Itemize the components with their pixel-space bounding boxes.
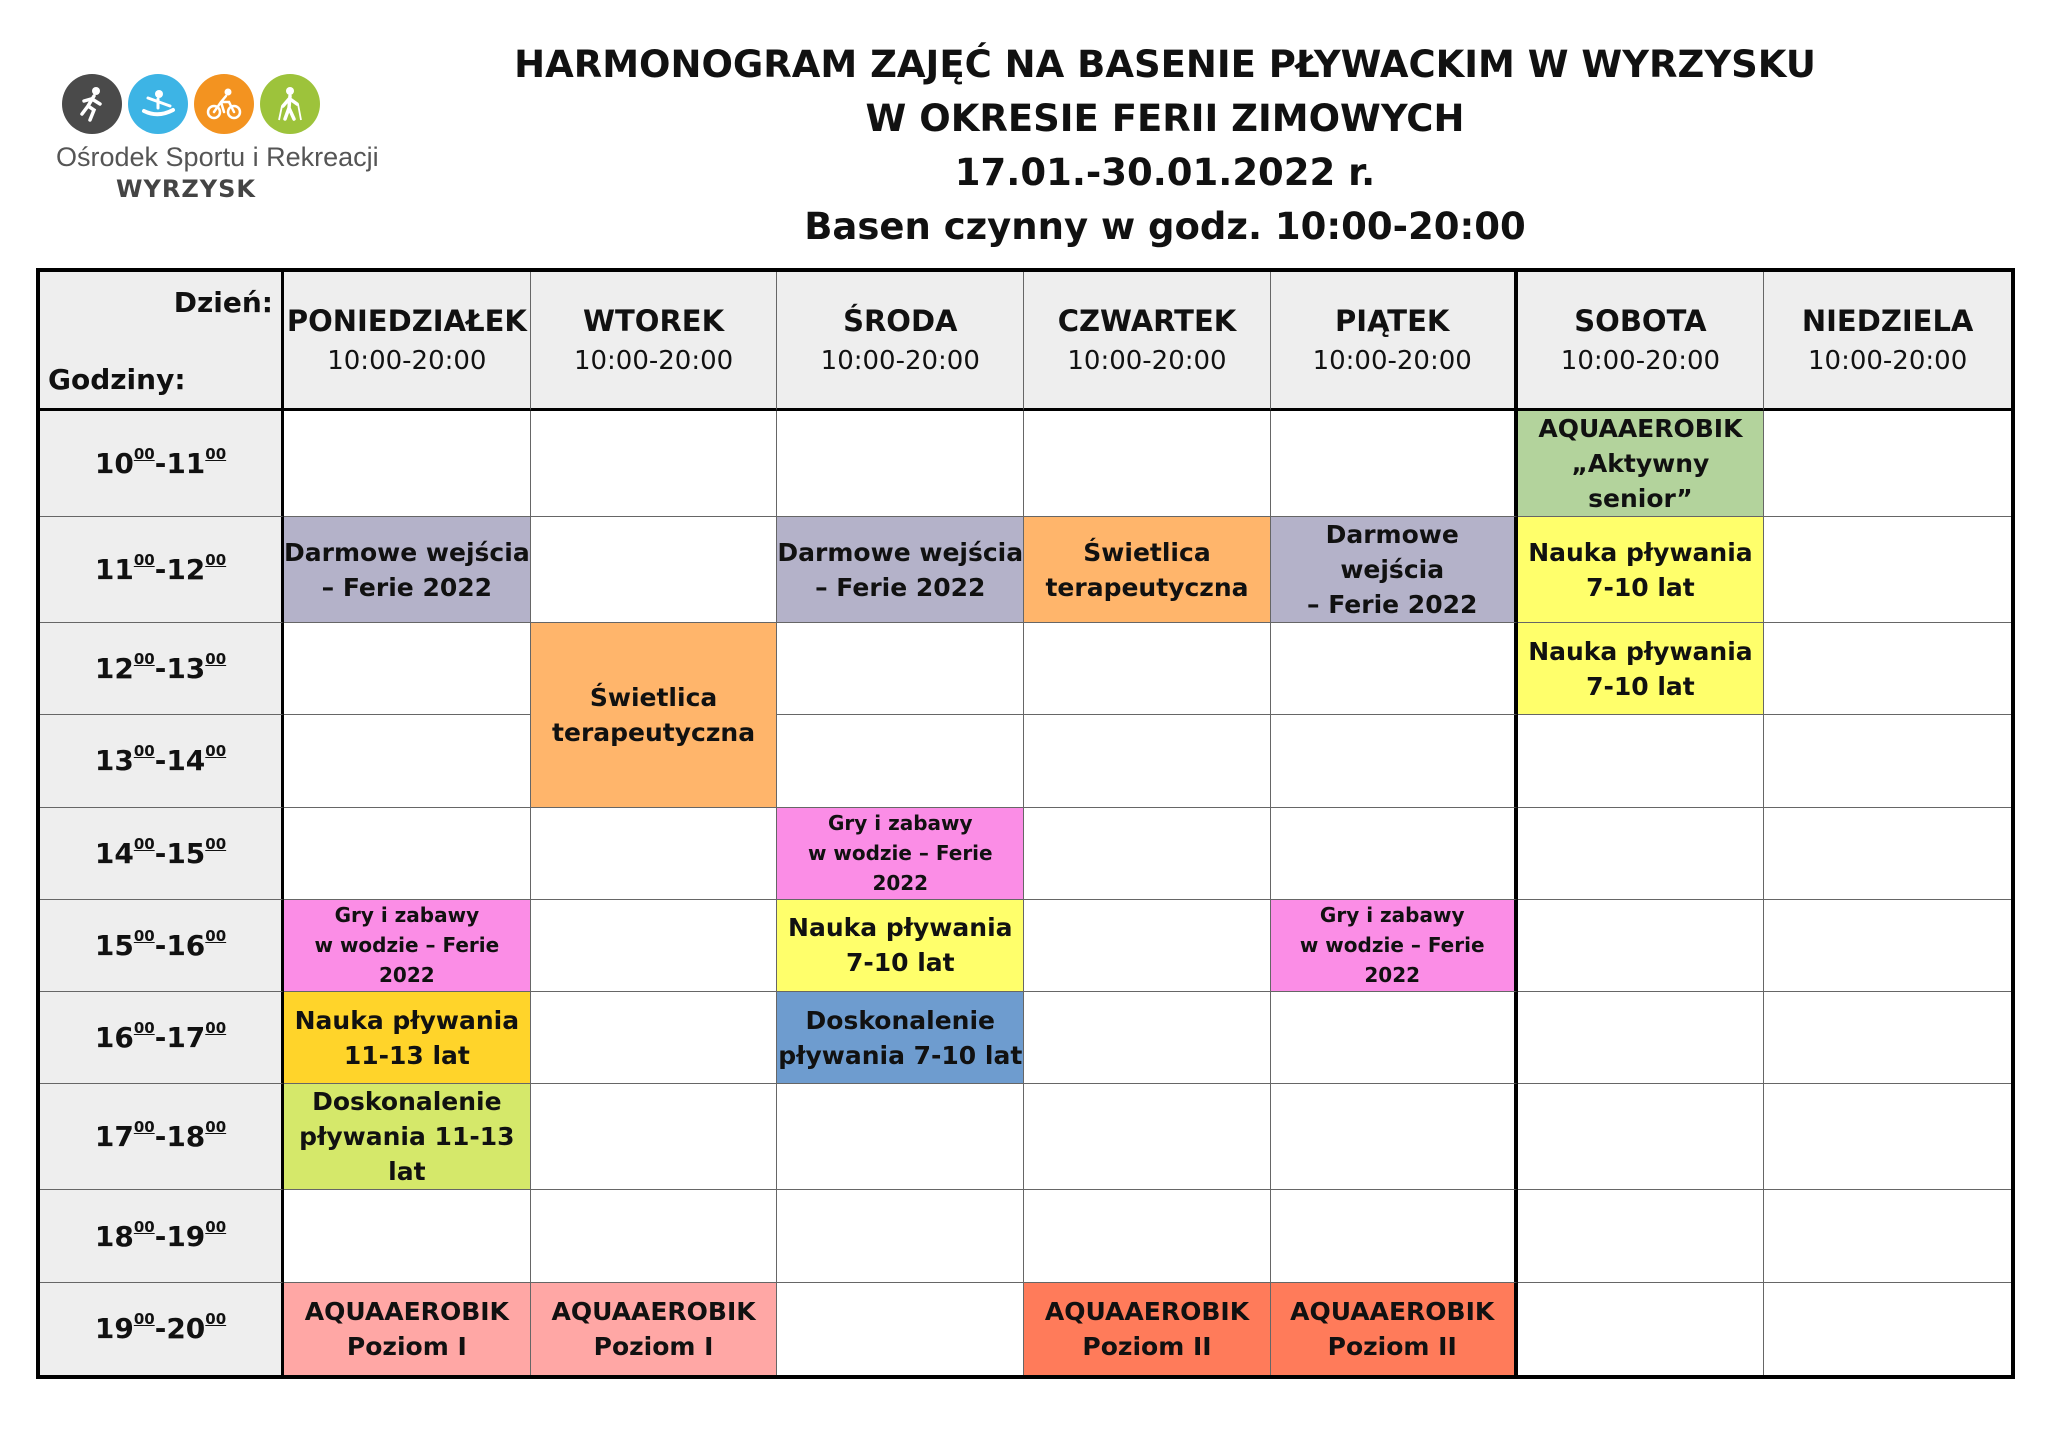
timeslot-hour: 15 <box>166 836 206 870</box>
timeslot-label <box>40 900 284 992</box>
day-header <box>1271 272 1518 411</box>
timeslot-minutes: 00 <box>133 650 155 669</box>
timeslot-hour: - <box>154 1120 167 1154</box>
timeslot-range <box>95 447 226 480</box>
day-hours: 10:00-20:00 <box>1560 346 1721 376</box>
timeslot-hour: 12 <box>166 553 206 586</box>
event-subtitle: terapeutyczna <box>552 717 756 747</box>
schedule-event <box>284 900 531 992</box>
day-hours: 10:00-20:00 <box>820 346 980 376</box>
timeslot-hour: - <box>154 1312 167 1346</box>
title-line-2: W OKRESIE FERII ZIMOWYCH <box>865 97 1465 140</box>
timeslot-minutes: 00 <box>205 650 227 669</box>
timeslot-minutes: 00 <box>133 1019 155 1038</box>
timeslot-minutes: 00 <box>205 1310 227 1329</box>
schedule-event <box>1271 900 1518 992</box>
timeslot-hour: 15 <box>94 928 134 962</box>
empty-slot <box>1764 992 2011 1084</box>
timeslot-hour: 11 <box>166 447 206 480</box>
timeslot-minutes: 00 <box>133 551 155 569</box>
empty-slot <box>1764 808 2011 900</box>
empty-slot <box>1764 1190 2011 1282</box>
day-name: PIĄTEK <box>1335 304 1450 338</box>
empty-slot <box>1024 623 1271 715</box>
event-title: Gry i zabawy <box>1319 903 1465 928</box>
day-header <box>284 272 531 411</box>
empty-slot <box>1271 992 1518 1084</box>
timeslot-hour: 18 <box>166 1120 206 1154</box>
timeslot-label <box>40 992 284 1084</box>
timeslot-minutes: 00 <box>205 926 227 945</box>
timeslot-hour: 14 <box>166 744 206 778</box>
empty-slot <box>531 1084 778 1190</box>
empty-slot <box>1024 992 1271 1084</box>
empty-slot <box>284 808 531 900</box>
day-header <box>1518 272 1765 411</box>
schedule-event <box>284 992 531 1084</box>
day-hours: 10:00-20:00 <box>327 346 487 376</box>
event-subtitle: 11-13 lat <box>343 1040 470 1070</box>
schedule-event <box>1518 517 1765 623</box>
schedule-event <box>1518 623 1765 715</box>
event-title: Nauka pływania <box>788 913 1013 943</box>
corner-header <box>40 272 284 411</box>
corner-hours-label: Godziny: <box>48 363 186 396</box>
timeslot-label <box>40 808 284 900</box>
event-subtitle: „Aktywny senior” <box>1571 449 1710 513</box>
empty-slot <box>1271 1190 1518 1282</box>
event-title: Doskonalenie <box>312 1087 502 1117</box>
event-title: Darmowe wejścia <box>1325 520 1459 584</box>
timeslot-label <box>40 1283 284 1375</box>
timeslot-minutes: 00 <box>133 1310 155 1329</box>
timeslot-hour: - <box>154 1219 167 1253</box>
timeslot-range <box>95 652 226 685</box>
event-title: Darmowe wejścia <box>284 537 530 567</box>
title-line-4: Basen czynny w godz. 10:00-20:00 <box>804 205 1526 248</box>
schedule-event <box>531 1283 778 1375</box>
timeslot-hour: 19 <box>166 1219 206 1253</box>
timeslot-minutes: 00 <box>133 926 155 945</box>
day-name: CZWARTEK <box>1057 304 1237 338</box>
timeslot-minutes: 00 <box>133 1217 155 1236</box>
empty-slot <box>777 715 1024 807</box>
timeslot-hour: 13 <box>94 744 134 778</box>
timeslot-label <box>40 1190 284 1282</box>
empty-slot <box>1271 1084 1518 1190</box>
osir-logo <box>56 74 379 214</box>
timeslot-minutes: 00 <box>133 1118 155 1137</box>
event-title: Doskonalenie <box>805 1005 995 1035</box>
timeslot-label <box>40 411 284 517</box>
day-name: ŚRODA <box>843 304 958 338</box>
logo-name: Ośrodek Sportu i Rekreacji <box>56 142 379 172</box>
empty-slot <box>777 1084 1024 1190</box>
timeslot-range <box>95 1021 226 1054</box>
day-name: WTOREK <box>583 304 725 338</box>
event-title: AQUAAEROBIK <box>1538 414 1743 443</box>
empty-slot <box>777 1190 1024 1282</box>
day-header <box>1024 272 1271 411</box>
event-subtitle: Poziom II <box>1082 1331 1212 1361</box>
event-title: Gry i zabawy <box>828 811 973 836</box>
timeslot-minutes: 00 <box>205 742 227 761</box>
event-subtitle: – Ferie 2022 <box>815 572 986 602</box>
empty-slot <box>777 623 1024 715</box>
day-name: SOBOTA <box>1574 304 1707 338</box>
nordic-walker-icon <box>260 74 320 134</box>
day-hours: 10:00-20:00 <box>1067 346 1227 376</box>
page-title <box>440 38 1890 254</box>
cyclist-icon <box>194 74 254 134</box>
empty-slot <box>1518 992 1765 1084</box>
empty-slot <box>1518 808 1765 900</box>
empty-slot <box>777 1283 1024 1375</box>
timeslot-minutes: 00 <box>205 551 227 569</box>
empty-slot <box>1518 1084 1765 1190</box>
day-name: PONIEDZIAŁEK <box>286 304 527 338</box>
timeslot-label <box>40 1084 284 1190</box>
schedule-event <box>777 900 1024 992</box>
timeslot-minutes: 00 <box>205 834 227 853</box>
empty-slot <box>1024 900 1271 992</box>
day-header <box>531 272 778 411</box>
schedule-event <box>1024 1283 1271 1375</box>
event-subtitle: w wodzie – Ferie 2022 <box>1299 933 1485 988</box>
event-title: Świetlica <box>1083 537 1211 567</box>
event-title: Nauka pływania <box>294 1005 520 1035</box>
timeslot-hour: - <box>154 928 167 962</box>
empty-slot <box>531 1190 778 1282</box>
event-subtitle: terapeutyczna <box>1045 572 1249 602</box>
event-subtitle: – Ferie 2022 <box>1307 590 1478 619</box>
empty-slot <box>1024 808 1271 900</box>
empty-slot <box>531 900 778 992</box>
schedule-event <box>284 1084 531 1190</box>
event-title: AQUAAEROBIK <box>551 1296 756 1326</box>
timeslot-range <box>95 744 226 777</box>
empty-slot <box>284 623 531 715</box>
event-title: Świetlica <box>589 682 718 712</box>
schedule-event <box>777 992 1024 1084</box>
timeslot-minutes: 00 <box>133 742 155 761</box>
timeslot-minutes: 00 <box>205 1118 227 1137</box>
event-title: Nauka pływania <box>1528 636 1753 666</box>
timeslot-hour: 16 <box>166 928 206 962</box>
kayak-icon <box>128 74 188 134</box>
empty-slot <box>1764 1084 2011 1190</box>
empty-slot <box>531 992 778 1084</box>
timeslot-minutes: 00 <box>205 1019 227 1038</box>
event-subtitle: – Ferie 2022 <box>321 572 493 602</box>
timeslot-hour: 17 <box>166 1021 206 1055</box>
empty-slot <box>1024 411 1271 517</box>
timeslot-range <box>95 1120 226 1153</box>
timeslot-hour: 16 <box>94 1021 134 1055</box>
timeslot-minutes: 00 <box>205 445 227 463</box>
event-subtitle: pływania 7-10 lat <box>778 1040 1023 1070</box>
empty-slot <box>1518 900 1765 992</box>
event-title: AQUAAEROBIK <box>1044 1296 1250 1326</box>
event-subtitle: Poziom I <box>593 1331 714 1361</box>
logo-city: WYRZYSK <box>116 175 256 203</box>
empty-slot <box>1764 900 2011 992</box>
empty-slot <box>1764 623 2011 715</box>
empty-slot <box>531 517 778 623</box>
empty-slot <box>1518 715 1765 807</box>
timeslot-range <box>95 553 226 586</box>
schedule-event <box>777 808 1024 900</box>
event-subtitle: 7-10 lat <box>1586 572 1695 602</box>
day-hours: 10:00-20:00 <box>573 346 734 376</box>
event-title: Darmowe wejścia <box>777 537 1024 567</box>
timeslot-hour: 19 <box>94 1312 134 1346</box>
day-header <box>777 272 1024 411</box>
event-title: AQUAAEROBIK <box>304 1296 509 1326</box>
timeslot-hour: - <box>154 447 167 480</box>
empty-slot <box>1764 517 2011 623</box>
timeslot-hour: 12 <box>94 652 134 686</box>
timeslot-hour: - <box>154 553 167 586</box>
empty-slot <box>1518 1283 1765 1375</box>
empty-slot <box>1024 1084 1271 1190</box>
empty-slot <box>1764 715 2011 807</box>
empty-slot <box>1271 808 1518 900</box>
schedule-event <box>284 1283 531 1375</box>
logo-icons <box>62 74 326 134</box>
timeslot-minutes: 00 <box>133 834 155 853</box>
title-line-1: HARMONOGRAM ZAJĘĆ NA BASENIE PŁYWACKIM W WYRZYSKU <box>514 43 1816 86</box>
event-subtitle: Poziom II <box>1327 1331 1457 1361</box>
timeslot-hour: - <box>154 1021 167 1055</box>
empty-slot <box>1271 411 1518 517</box>
timeslot-hour: - <box>154 744 167 778</box>
timeslot-range <box>94 1217 227 1253</box>
timeslot-range <box>94 926 227 962</box>
schedule-event <box>1518 411 1765 517</box>
schedule-event <box>777 517 1024 623</box>
corner-day-label: Dzień: <box>173 286 273 319</box>
timeslot-range <box>95 1312 226 1345</box>
empty-slot <box>1764 1283 2011 1375</box>
timeslot-hour: - <box>154 652 167 686</box>
day-hours: 10:00-20:00 <box>1808 346 1968 376</box>
timeslot-hour: 20 <box>166 1312 206 1346</box>
title-line-3: 17.01.-30.01.2022 r. <box>954 151 1376 194</box>
timeslot-hour: 13 <box>166 652 206 686</box>
day-header <box>1764 272 2011 411</box>
timeslot-minutes: 00 <box>133 445 155 463</box>
event-subtitle: pływania 11-13 lat <box>299 1122 515 1187</box>
event-subtitle: 7-10 lat <box>845 948 955 978</box>
runner-icon <box>62 74 122 134</box>
event-subtitle: 7-10 lat <box>1586 671 1695 701</box>
schedule-event <box>1271 1283 1518 1375</box>
event-title: Gry i zabawy <box>334 903 480 928</box>
event-subtitle: w wodzie – Ferie 2022 <box>807 841 993 896</box>
empty-slot <box>1764 411 2011 517</box>
timeslot-hour: - <box>154 836 167 870</box>
empty-slot <box>777 411 1024 517</box>
schedule-event <box>284 517 531 623</box>
event-subtitle: Poziom I <box>346 1331 467 1361</box>
day-name: NIEDZIELA <box>1801 304 1974 338</box>
timeslot-hour: 18 <box>94 1219 134 1253</box>
empty-slot <box>284 715 531 807</box>
empty-slot <box>284 411 531 517</box>
timeslot-hour: 17 <box>94 1120 134 1154</box>
timeslot-label <box>40 517 284 623</box>
empty-slot <box>531 411 778 517</box>
empty-slot <box>1518 1190 1765 1282</box>
timeslot-hour: 10 <box>94 447 134 480</box>
empty-slot <box>1271 715 1518 807</box>
timeslot-label <box>40 623 284 715</box>
empty-slot <box>284 1190 531 1282</box>
schedule-event <box>1024 517 1271 623</box>
schedule-table <box>36 268 2015 1379</box>
empty-slot <box>1271 623 1518 715</box>
timeslot-hour: 11 <box>94 553 134 586</box>
empty-slot <box>531 808 778 900</box>
empty-slot <box>1024 1190 1271 1282</box>
timeslot-hour: 14 <box>94 836 134 870</box>
timeslot-label <box>40 715 284 807</box>
schedule-event <box>531 623 778 808</box>
day-hours: 10:00-20:00 <box>1312 346 1472 376</box>
timeslot-range <box>94 834 227 870</box>
empty-slot <box>1024 715 1271 807</box>
event-subtitle: w wodzie – Ferie 2022 <box>314 933 500 988</box>
schedule-event <box>1271 517 1518 623</box>
timeslot-minutes: 00 <box>205 1217 227 1236</box>
event-title: AQUAAEROBIK <box>1290 1296 1495 1326</box>
event-title: Nauka pływania <box>1528 537 1753 567</box>
